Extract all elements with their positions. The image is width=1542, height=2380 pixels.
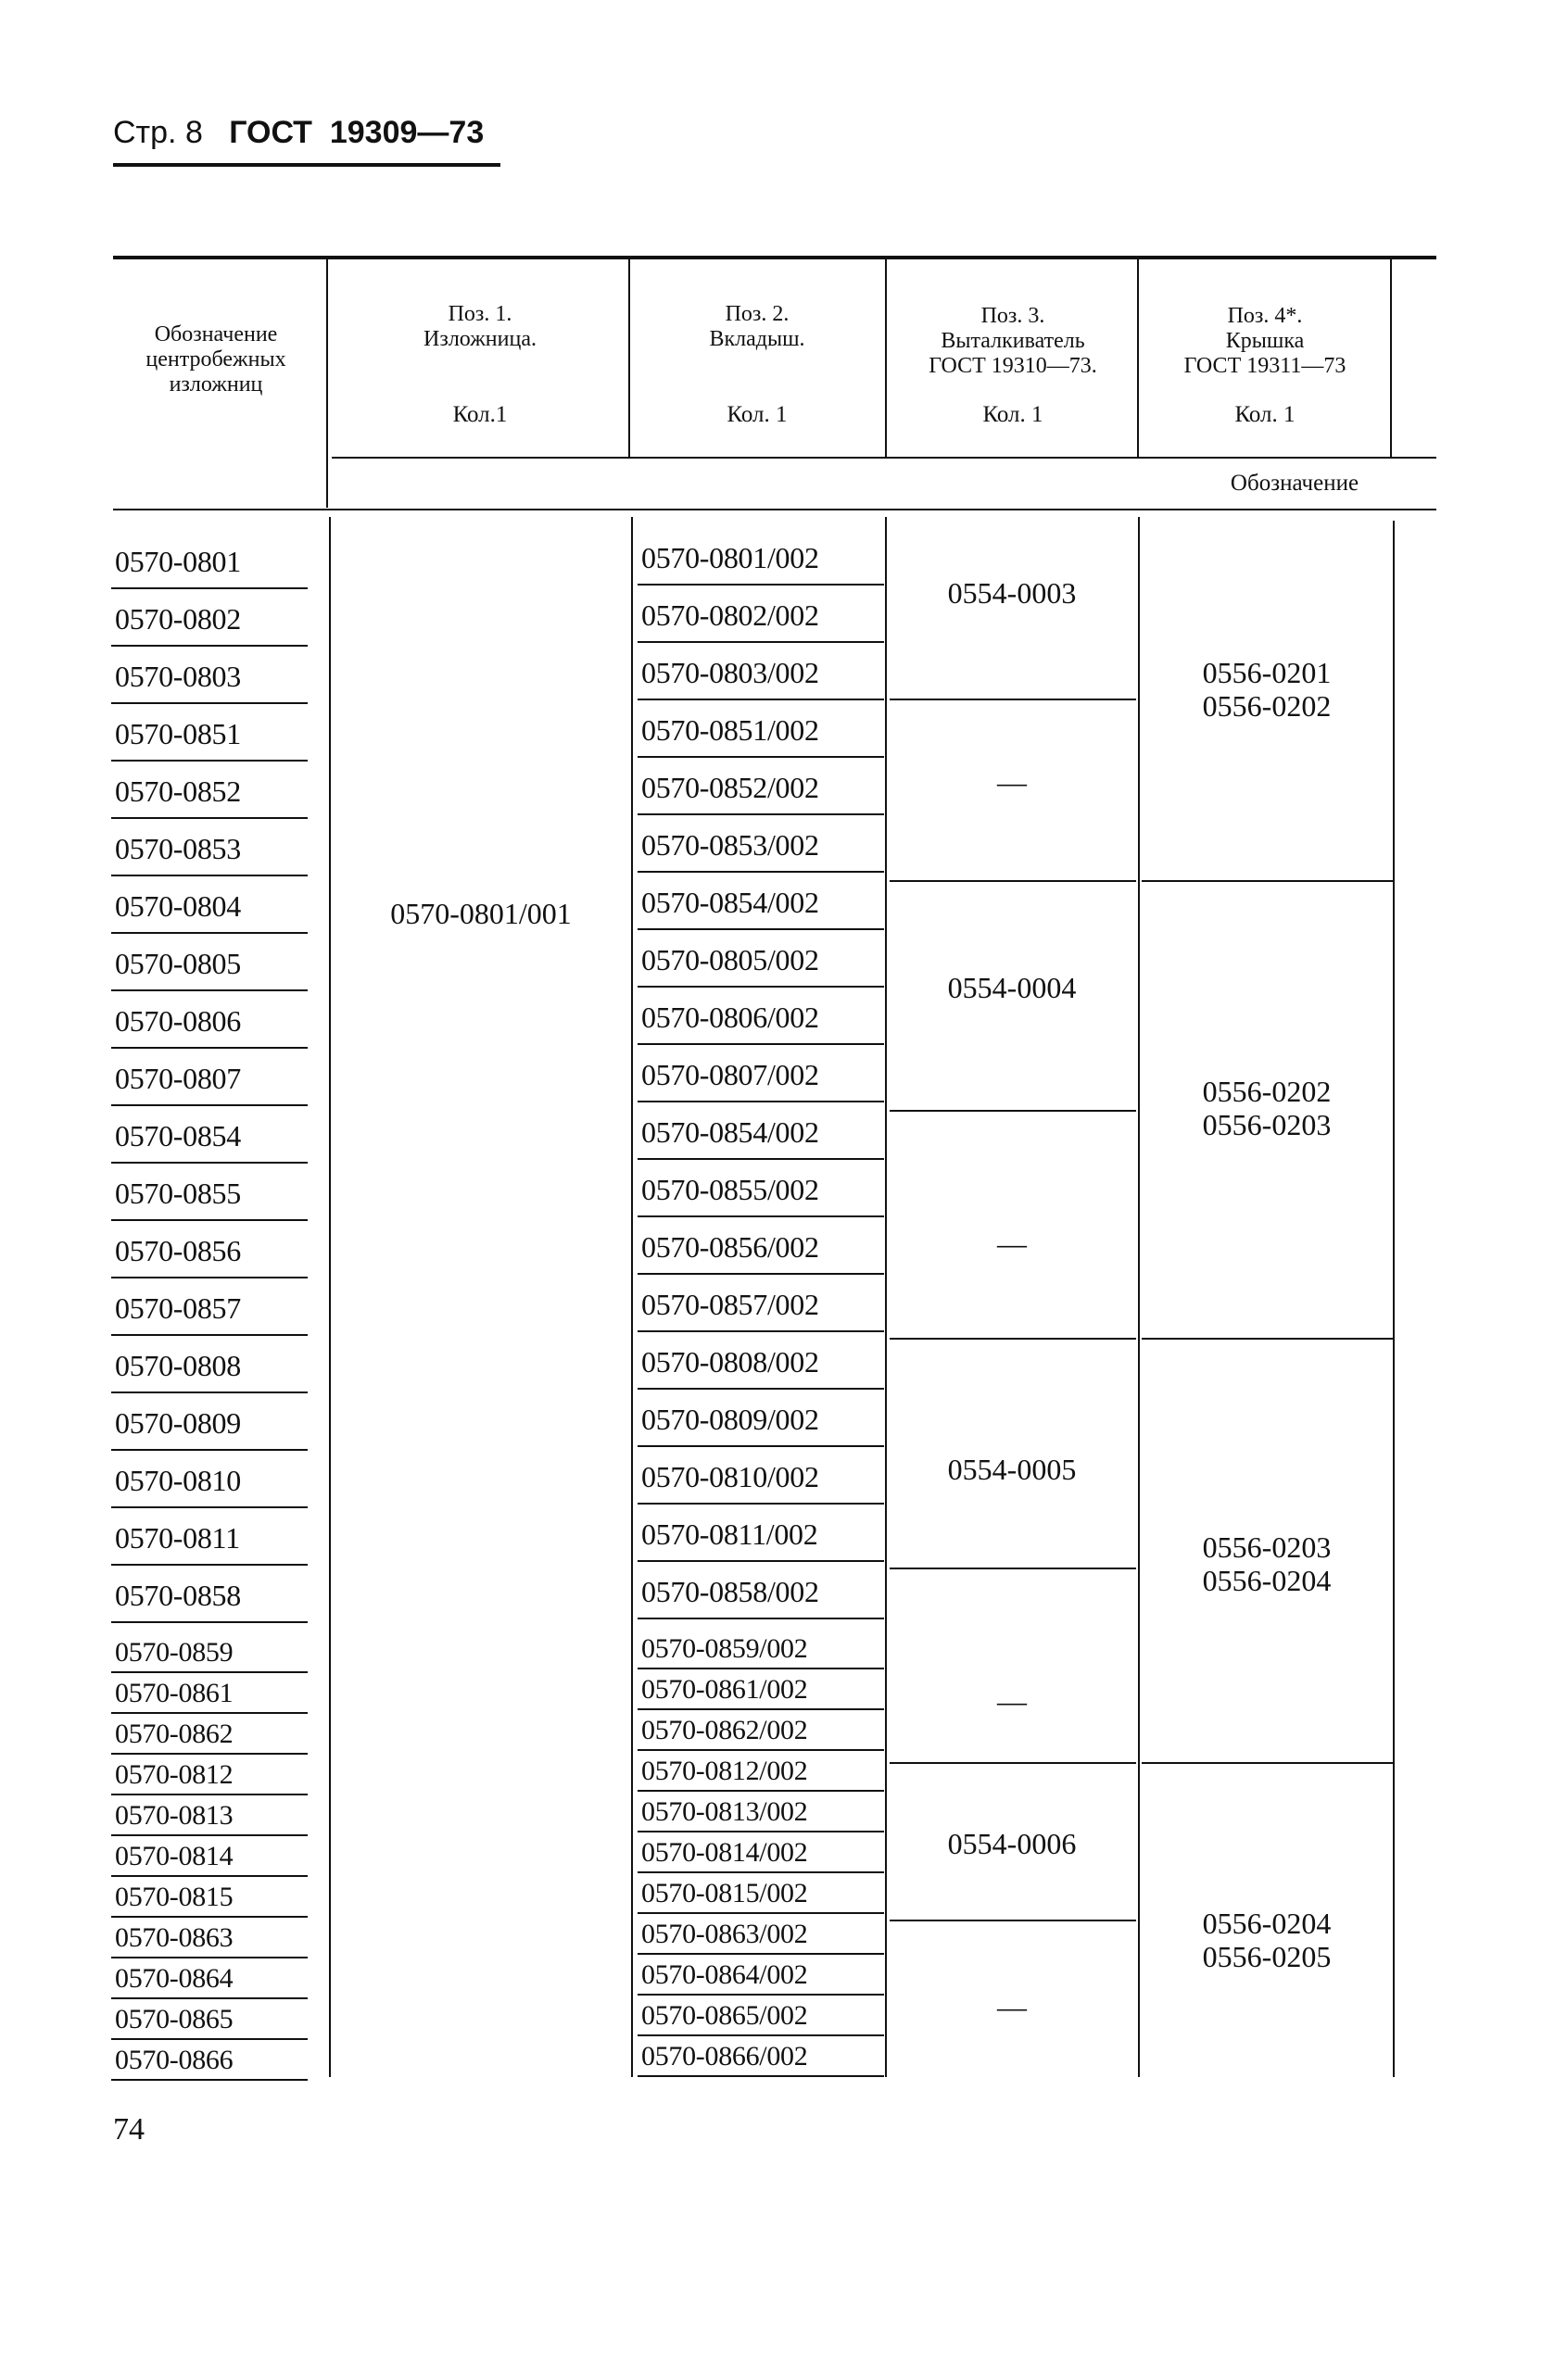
mould-code: 0570-0857	[115, 1291, 241, 1325]
row-rule	[638, 871, 884, 873]
cover-group-2-line-2: 0556-0203	[1202, 1108, 1332, 1141]
col-ejector-title: Выталкиватель	[941, 329, 1085, 353]
row-rule	[638, 1158, 884, 1160]
insert-code: 0570-0866/002	[641, 2041, 808, 2071]
standard-number: 19309—73	[329, 115, 485, 150]
row-rule	[638, 1749, 884, 1751]
row-rule	[638, 1994, 884, 1996]
row-rule	[638, 2034, 884, 2036]
row-rule	[638, 813, 884, 815]
insert-code: 0570-0865/002	[641, 2000, 808, 2031]
row-rule	[111, 1047, 308, 1049]
mould-code: 0570-0856	[115, 1234, 241, 1267]
row-rule	[111, 1753, 308, 1755]
ejector-divider	[890, 1762, 1136, 1764]
ejector-group-2: —	[997, 765, 1027, 799]
row-rule	[111, 587, 308, 589]
col-ejector-standard: ГОСТ 19310—73.	[929, 354, 1097, 378]
col-ejector-pos: Поз. 3.	[980, 304, 1045, 328]
insert-code: 0570-0861/002	[641, 1674, 808, 1705]
row-rule	[111, 1834, 308, 1836]
col-ejector-header	[890, 304, 1136, 379]
row-rule	[111, 1621, 308, 1623]
insert-code: 0570-0859/002	[641, 1633, 808, 1664]
table-top-rule	[113, 256, 1436, 259]
cover-group-4-line-1: 0556-0204	[1202, 1907, 1332, 1940]
row-rule	[638, 1101, 884, 1102]
qty-bottom-rule	[332, 457, 1436, 459]
col-cover-pos: Поз. 4*.	[1227, 304, 1303, 328]
row-rule	[111, 760, 308, 762]
ejector-divider	[890, 880, 1136, 882]
row-rule	[638, 1445, 884, 1447]
col-mould-title: Изложница.	[423, 327, 537, 351]
row-rule	[638, 986, 884, 988]
mould-code: 0570-0814	[115, 1841, 234, 1871]
ejector-group-3: 0554-0004	[947, 971, 1077, 1004]
row-rule	[111, 989, 308, 991]
row-rule	[638, 1215, 884, 1217]
row-rule	[111, 1277, 308, 1278]
insert-code: 0570-0801/002	[641, 541, 819, 574]
mould-code: 0570-0854	[115, 1119, 241, 1152]
col-ejector-qty: Кол. 1	[982, 402, 1043, 427]
row-rule	[111, 1794, 308, 1795]
row-rule	[111, 1916, 308, 1918]
insert-code: 0570-0852/002	[641, 771, 819, 804]
mould-code: 0570-0801	[115, 545, 241, 578]
cover-group-4-line-2: 0556-0205	[1202, 1940, 1332, 1973]
row-rule	[638, 1871, 884, 1873]
body-divider-4	[1138, 517, 1140, 2077]
header-divider-3	[885, 259, 887, 457]
insert-code: 0570-0807/002	[641, 1058, 819, 1091]
row-rule	[111, 1875, 308, 1877]
page-label: Стр.	[113, 115, 177, 150]
col-cover-qty: Кол. 1	[1234, 402, 1296, 427]
insert-code: 0570-0809/002	[641, 1403, 819, 1436]
mould-code: 0570-0851	[115, 717, 241, 750]
designation-subheader: Обозначение	[1230, 471, 1359, 496]
ejector-divider	[890, 1568, 1136, 1569]
col-mould-qty: Кол.1	[452, 402, 508, 427]
cover-group-2-line-1: 0556-0202	[1202, 1075, 1332, 1108]
header-divider-5	[1390, 259, 1392, 457]
mould-code: 0570-0861	[115, 1678, 234, 1708]
row-rule	[111, 2038, 308, 2040]
row-rule	[111, 1219, 308, 1221]
col-insert-header	[632, 302, 882, 352]
row-rule	[638, 699, 884, 700]
row-rule	[638, 1953, 884, 1955]
ejector-group-5: 0554-0005	[947, 1453, 1077, 1486]
col-insert-pos: Поз. 2.	[725, 302, 790, 326]
mould-code: 0570-0815	[115, 1882, 234, 1912]
ejector-divider	[890, 699, 1136, 700]
insert-code: 0570-0854/002	[641, 1115, 819, 1149]
body-divider-3	[885, 517, 887, 2077]
row-rule	[111, 875, 308, 876]
mould-code: 0570-0802	[115, 602, 241, 636]
mould-code: 0570-0809	[115, 1406, 241, 1440]
row-rule	[111, 1957, 308, 1958]
insert-code: 0570-0862/002	[641, 1715, 808, 1745]
insert-code: 0570-0814/002	[641, 1837, 808, 1868]
ejector-divider	[890, 1338, 1136, 1340]
header-divider-1	[326, 259, 328, 508]
ejector-group-7: 0554-0006	[947, 1827, 1077, 1860]
cover-group-3-line-1: 0556-0203	[1202, 1530, 1332, 1564]
mould-code: 0570-0855	[115, 1177, 241, 1210]
col-insert-qty: Кол. 1	[727, 402, 788, 427]
insert-code: 0570-0856/002	[641, 1230, 819, 1264]
row-rule	[638, 1668, 884, 1669]
row-rule	[111, 702, 308, 704]
insert-code: 0570-0857/002	[641, 1288, 819, 1321]
cover-group-3-line-2: 0556-0204	[1202, 1564, 1332, 1597]
mould-code: 0570-0862	[115, 1719, 234, 1749]
cover-group-3	[1142, 1530, 1392, 1597]
col-mould-pos: Поз. 1.	[448, 302, 512, 326]
mould-code: 0570-0804	[115, 889, 241, 923]
header-divider-4	[1137, 259, 1139, 457]
row-rule	[638, 1618, 884, 1619]
header-divider-2	[628, 259, 630, 457]
ejector-group-8: —	[997, 1990, 1027, 2023]
row-rule	[638, 1043, 884, 1045]
row-rule	[638, 641, 884, 643]
mould-code: 0570-0865	[115, 2004, 234, 2034]
insert-code: 0570-0803/002	[641, 656, 819, 689]
row-rule	[638, 928, 884, 930]
mould-code: 0570-0866	[115, 2045, 234, 2075]
row-rule	[111, 1997, 308, 1999]
row-rule	[638, 1503, 884, 1505]
insert-code: 0570-0812/002	[641, 1756, 808, 1786]
insert-code: 0570-0806/002	[641, 1001, 819, 1034]
cover-group-2	[1142, 1075, 1392, 1141]
row-rule	[111, 1162, 308, 1164]
row-rule	[111, 1391, 308, 1393]
mould-code: 0570-0864	[115, 1963, 234, 1994]
mould-code: 0570-0858	[115, 1579, 241, 1612]
insert-code: 0570-0811/002	[641, 1517, 818, 1551]
insert-code: 0570-0858/002	[641, 1575, 819, 1608]
row-rule	[638, 756, 884, 758]
insert-code: 0570-0815/002	[641, 1878, 808, 1908]
row-rule	[638, 1912, 884, 1914]
cover-group-1-line-2: 0556-0202	[1202, 689, 1332, 723]
insert-code: 0570-0854/002	[641, 886, 819, 919]
col-mould-header	[334, 302, 626, 352]
cover-group-4	[1142, 1907, 1392, 1973]
cover-divider	[1142, 880, 1394, 882]
col-cover-title: Крышка	[1225, 329, 1305, 353]
cover-group-1-line-1: 0556-0201	[1202, 656, 1332, 689]
mould-code: 0570-0853	[115, 832, 241, 865]
body-divider-5	[1393, 521, 1395, 2077]
header-bottom-rule	[113, 509, 1436, 510]
insert-code: 0570-0813/002	[641, 1796, 808, 1827]
cover-group-1	[1142, 656, 1392, 723]
col-cover-standard: ГОСТ 19311—73	[1183, 354, 1346, 378]
insert-code: 0570-0808/002	[641, 1345, 819, 1379]
ejector-group-6: —	[997, 1684, 1027, 1718]
page-number: 74	[113, 2112, 145, 2147]
row-rule	[111, 1712, 308, 1714]
row-rule	[638, 2075, 884, 2077]
standard-label: ГОСТ	[229, 115, 312, 150]
mould-code: 0570-0807	[115, 1062, 241, 1095]
row-rule	[111, 1334, 308, 1336]
row-rule	[111, 1671, 308, 1673]
row-rule	[638, 1330, 884, 1332]
mould-code: 0570-0808	[115, 1349, 241, 1382]
mould-code: 0570-0852	[115, 774, 241, 808]
ejector-divider	[890, 1110, 1136, 1112]
mould-code: 0570-0806	[115, 1004, 241, 1038]
mould-code: 0570-0812	[115, 1759, 234, 1790]
page-no: 8	[184, 115, 203, 150]
insert-code: 0570-0864/002	[641, 1959, 808, 1990]
insert-code: 0570-0863/002	[641, 1919, 808, 1949]
mould-code: 0570-0805	[115, 947, 241, 980]
body-divider-1	[329, 517, 331, 2077]
insert-code: 0570-0853/002	[641, 828, 819, 862]
row-rule	[111, 1506, 308, 1508]
mould-code: 0570-0810	[115, 1464, 241, 1497]
header-rule	[113, 163, 500, 167]
insert-code: 0570-0810/002	[641, 1460, 819, 1493]
mould-designation-header: Обозначение центробежных изложниц	[145, 322, 286, 397]
mould-code: 0570-0859	[115, 1637, 234, 1668]
insert-code: 0570-0805/002	[641, 943, 819, 976]
row-rule	[638, 584, 884, 586]
insert-code: 0570-0851/002	[641, 713, 819, 747]
row-rule	[638, 1790, 884, 1792]
col-cover-header	[1142, 304, 1388, 379]
mould-code: 0570-0863	[115, 1922, 234, 1953]
row-rule	[111, 932, 308, 934]
mould-code: 0570-0813	[115, 1800, 234, 1831]
ejector-divider	[890, 1920, 1136, 1921]
row-rule	[638, 1560, 884, 1562]
cover-divider	[1142, 1762, 1394, 1764]
col-insert-title: Вкладыш.	[709, 327, 805, 351]
insert-code: 0570-0855/002	[641, 1173, 819, 1206]
row-rule	[638, 1273, 884, 1275]
mould-value: 0570-0801/001	[390, 897, 572, 930]
row-rule	[638, 1708, 884, 1710]
row-rule	[111, 1449, 308, 1451]
row-rule	[111, 2079, 308, 2081]
row-rule	[111, 1564, 308, 1566]
page-header	[113, 115, 484, 151]
row-rule	[111, 817, 308, 819]
row-rule	[638, 1831, 884, 1832]
mould-code: 0570-0811	[115, 1521, 240, 1555]
ejector-group-1: 0554-0003	[947, 576, 1077, 610]
row-rule	[111, 645, 308, 647]
ejector-group-4: —	[997, 1227, 1027, 1260]
row-rule	[111, 1104, 308, 1106]
cover-divider	[1142, 1338, 1394, 1340]
body-divider-2	[631, 517, 633, 2077]
insert-code: 0570-0802/002	[641, 598, 819, 632]
mould-code: 0570-0803	[115, 660, 241, 693]
row-rule	[638, 1388, 884, 1390]
